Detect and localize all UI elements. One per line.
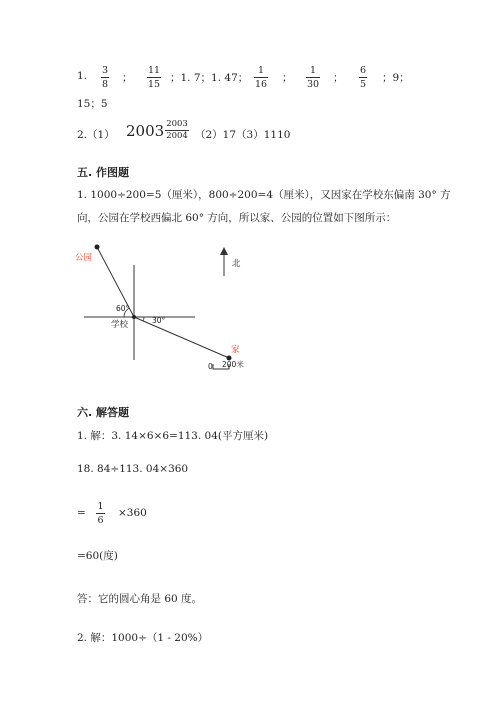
q1-tail: ；9；: [382, 72, 410, 84]
section5-title: 五. 作图题: [77, 166, 130, 179]
q2-number: 2.（1）: [77, 129, 115, 141]
angle-30-label: 30°: [152, 316, 166, 325]
section6-answer: 答：它的圆心角是 60 度。: [77, 593, 203, 605]
angle-60-label: 60°: [116, 304, 130, 313]
section6-line3-suffix: ×360: [118, 507, 147, 519]
school-label: 学校: [111, 320, 129, 330]
q1-number: 1.: [77, 70, 88, 82]
q1-fraction-1: 3 8: [102, 65, 109, 90]
q2-fraction: $\frac{2003}{2004}$: [166, 119, 188, 141]
section6-line1: 1. 解：3. 14×6×6=113. 04(平方厘米): [77, 430, 269, 442]
park-label: 公园: [75, 253, 93, 263]
home-line: [134, 317, 229, 358]
q2-whole: 2003: [126, 121, 165, 140]
section6-line3-fraction: 1 6: [97, 501, 104, 526]
scale-zero-label: 0: [208, 362, 213, 371]
q1-separator: ；: [333, 72, 344, 84]
section6-line3-prefix: =: [77, 507, 86, 519]
q1-line2: 15；5: [77, 98, 108, 110]
section6-q2: 2. 解：1000÷（1 - 20%）: [77, 632, 209, 644]
q1-separator: ；: [282, 72, 293, 84]
section5-text-line1: 1. 1000÷200=5（厘米），800÷200=4（厘米），又因家在学校东偏南 30° 方: [77, 189, 451, 201]
scale-end-label: 200米: [222, 360, 244, 369]
section5-text-line2: 向，公园在学校西偏北 60° 方向，所以家、公园的位置如下图所示：: [77, 212, 397, 224]
north-label: 北: [232, 259, 241, 269]
q1-fraction-5: 6 5: [360, 65, 367, 90]
q1-separator: ；: [122, 72, 133, 84]
home-label: 家: [231, 345, 240, 355]
q1-fraction-3: 1 16: [255, 65, 268, 90]
school-point: [132, 315, 136, 319]
angle-arc-30: [143, 317, 144, 321]
q1-fraction-2: 11 15: [148, 65, 161, 90]
section6-line2: 18. 84÷113. 04×360: [77, 463, 189, 475]
q2-rest: （2）17（3）1110: [195, 129, 291, 141]
section6-line4: =60(度): [77, 550, 118, 562]
q1-fraction-4: 1 30: [307, 65, 320, 90]
park-point: [95, 245, 100, 250]
section6-title: 六. 解答题: [77, 406, 130, 419]
q1-decimals: ；1. 7；1. 47；: [170, 72, 249, 84]
